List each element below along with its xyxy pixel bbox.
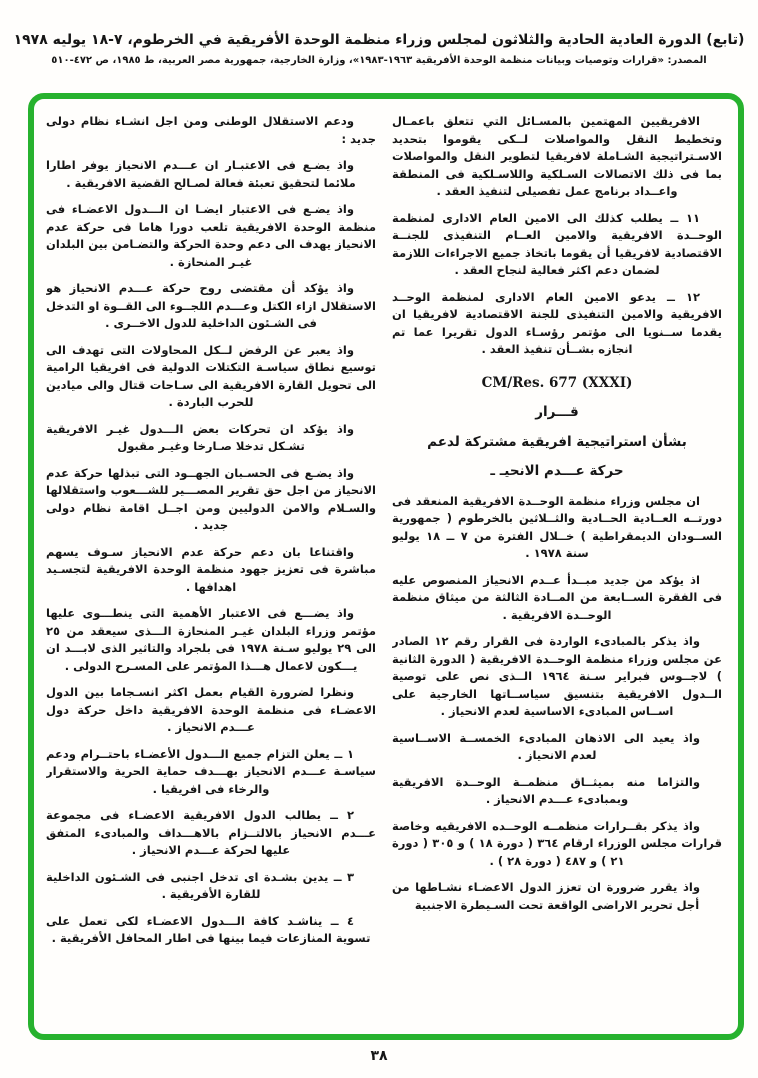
- paragraph-item-1: ١ ــ يعلن التزام جميع الـــدول الأعضـاء باحتــرام ودعم سياسـة عـــدم الانحياز بهـــدف حماية الحرية والاستقرار والرخاء فى افريقيا .: [46, 746, 376, 796]
- green-document-frame: [28, 93, 744, 1040]
- right-column: [392, 113, 722, 1028]
- two-column-text: [46, 113, 722, 1028]
- resolution-subject-line2: حركة عـــدم الانحيـ ـ: [490, 463, 624, 479]
- resolution-ref: CM/Res. 677 (XXXI): [481, 374, 633, 391]
- paragraph: واذ يضـــع فى الاعتبار الأهمية التى ينطـــوى عليها مؤتمر وزراء البلدان غيـر المنحازة الـــذى سيعقد من ٢٥ الى ٢٩ يوليو سـنة ١٩٧٨ فى بلجراد والتاثير الذى لابـــد ان يـــكون لاعمال هـــذا المؤتمر على المسـرح الدولى .: [46, 606, 376, 673]
- page-header: [10, 32, 748, 66]
- paragraph: ودعم الاستقلال الوطنى ومن اجل انشـاء نظام دولى جديد :: [46, 114, 376, 146]
- page-number: ٣٨: [370, 1048, 388, 1064]
- paragraph: واقتناعا بان دعم حركة عدم الانحياز سـوف يسهم مباشرة فى تعزيز جهود منظمة الوحدة الافريقية لتجسـيد اهدافها .: [46, 544, 376, 594]
- source-citation: المصدر: «قرارات وتوصيات وبيانات منظمة الوحدة الأفريقية ١٩٦٣-١٩٨٣»، وزارة الخارجية، جمهورية مصر العربية، ط ١٩٨٥، ص ٤٧٢-٥١٠: [51, 55, 707, 66]
- paragraph: واذ يقرر ضرورة ان تعزز الدول الاعضـاء نشـاطها من أجل تحرير الاراضى الواقعة تحت السـيطرة الاجنبية: [392, 880, 700, 912]
- paragraph-item-3: ٣ ــ يدين بشـدة اى تدخل اجنبى فى الشـئون الداخلية للقارة الأفريقية .: [46, 869, 354, 901]
- paragraph: واذ يعبر عن الرفض لــكل المحاولات التى تهدف الى توسيع نطاق سياسـة التكتلات الدولية فى افريقيا الرامية الى تحويل القارة الافريقية الى سـاحات قتال والى ميادين للحرب الباردة .: [46, 342, 376, 409]
- paragraph-item-12: ١٢ ــ يدعو الامين العام الادارى لمنظمة الوحــد الافريقية والامين التنفيذى للجنة الاقتصادية لافريقيا ان يقدما ســنويا الى مؤتمر رؤسـاء الدول تقريرا عما تم انجازه بشــأن تنفيذ العقد .: [392, 289, 722, 356]
- paragraph: اذ يؤكد من جديد مبــدأ عــدم الانحياز المنصوص عليه فى الفقرة الســابعة من المــادة الثالثة من ميثاق منظمة الوحــدة الافريقية .: [392, 572, 722, 622]
- paragraph: ونظرا لضرورة القيام بعمل اكثر انسـجاما بين الدول الاعضـاء فى منظمة الوحدة الافريقية داخل حركة دول عـــدم الانحياز .: [46, 685, 376, 734]
- paragraph: واذ يذكر بقــرارات منظمــه الوحــده الافريقيه وخاصة قرارات مجلس الوزراء ارقام ٣٦٤ ( دورة ١٨ ) و ٣٠٥ ( دورة ٢١ ) و ٤٨٧ ( دورة ٢٨ ) .: [392, 818, 722, 868]
- paragraph: والتزاما منه بميثــاق منظمــة الوحــدة الافريقية وبمبادىء عـــدم الانحياز .: [392, 774, 700, 806]
- resolution-title: قـــرار: [535, 404, 579, 420]
- paragraph-item-4: ٤ ــ يناشـد كافة الـــدول الاعضـاء لكى تعمل على تسوية المنازعات فيما بينها فى اطار المحافل الأفريقية .: [46, 913, 371, 945]
- session-title: (تابع) الدورة العادية الحادية والثلاثون لمجلس وزراء منظمة الوحدة الأفريقية في الخرطوم، ٧-١٨ يوليه ١٩٧٨: [13, 32, 745, 48]
- resolution-subject-line1: بشأن استراتيجية افريقية مشتركة لدعم: [427, 433, 687, 450]
- paragraph: واذ يؤكد أن مقتضى روح حركة عـــدم الانحياز هو الاستقلال ازاء الكتل وعـــدم اللجــوء الى القــوة او التدخل فى الشـئون الداخلية للدول الاخــرى .: [46, 281, 376, 330]
- paragraph: الافريقيين المهتمين بالمسـائل التي تتعلق باعمـال وتخطيط النقل والمواصلات لــكى يقوموا بتحديد الاسـتراتيجية الشـاملة لافريقيا لتطوير النقل والمواصلات بما فى ذلك الاتصالات السـلكية واللاسـلكية فى المنطقة واعــداد برنامج عمل تفصيلى لتنفيذ العقد .: [392, 114, 722, 198]
- paragraph: ان مجلس وزراء منظمة الوحــدة الافريقية المنعقد فى دورتــه العــادية الحــادية والثــلاثين بالخرطوم ( جمهورية الســودان الديمقراطية ) خــلال الفترة من ٧ ــ ١٨ يوليو سنة ١٩٧٨ .: [392, 493, 722, 560]
- paragraph: واذ يضـع فى الاعتبار ايضـا ان الـــدول الاعضـاء فى منظمة الوحدة الافريقية تلعب دورا هاما فى حركة عدم الانحياز يهدف الى دعم وحدة الحركة والتضـامن بين البلدان غيـر المنحازة .: [46, 202, 376, 269]
- paragraph-item-2: ٢ ــ يطالب الدول الافريقية الاعضـاء فى مجموعة عـــدم الانحياز بالالتــزام بالاهـــداف والمبادىء المتفق عليها لحركة عـــدم الانحياز .: [46, 808, 376, 857]
- paragraph: واذ يذكر بالمبادىء الواردة فى القرار رقم ١٢ الصادر عن مجلس وزراء منظمة الوحــدة الافريقية ( الدورة الثانية ) لاجــوس فبراير سـنة ١٩٦٤ الــذى نص على توصية الــدول الافريقية بتنسيق سياســاتها الخارجية على اســاس المبادىء الاساسية لعدم الانحياز .: [392, 634, 722, 718]
- left-column: [46, 113, 376, 1028]
- paragraph: واذ يعيد الى الاذهان المبادىء الخمســة الاســاسية لعدم الانحياز .: [392, 730, 700, 762]
- paragraph: واذ يؤكد ان تحركات بعض الـــدول غيـر الافريقية تشـكل تدخلا صـارخا وغيـر مقبول: [46, 421, 354, 453]
- paragraph: واذ يضـع فى الحسـبان الجهــود التى تبذلها حركة عدم الانحياز من اجل حق تقرير المصـــير للشـــعوب واستقلالها والسـلام والامن الدوليين ومن اجــل اقامة نظام دولى جديد .: [46, 465, 376, 532]
- paragraph: واذ يضـع فى الاعتبـار ان عـــدم الانحياز يوفر اطارا ملائما لتحقيق تعبئة فعالة لصـالح القضية الافريقية .: [46, 158, 356, 190]
- paragraph-item-11: ١١ ــ يطلب كذلك الى الامين العام الادارى لمنظمة الوحــدة الافريقية والامين العــام التنفيذى للجنــة الاقتصادية لافريقيا أن يقوما باتخاذ جميع الاجراءات اللازمة لضمان دعم اكثر فعالية لنجاح العقد .: [392, 210, 722, 277]
